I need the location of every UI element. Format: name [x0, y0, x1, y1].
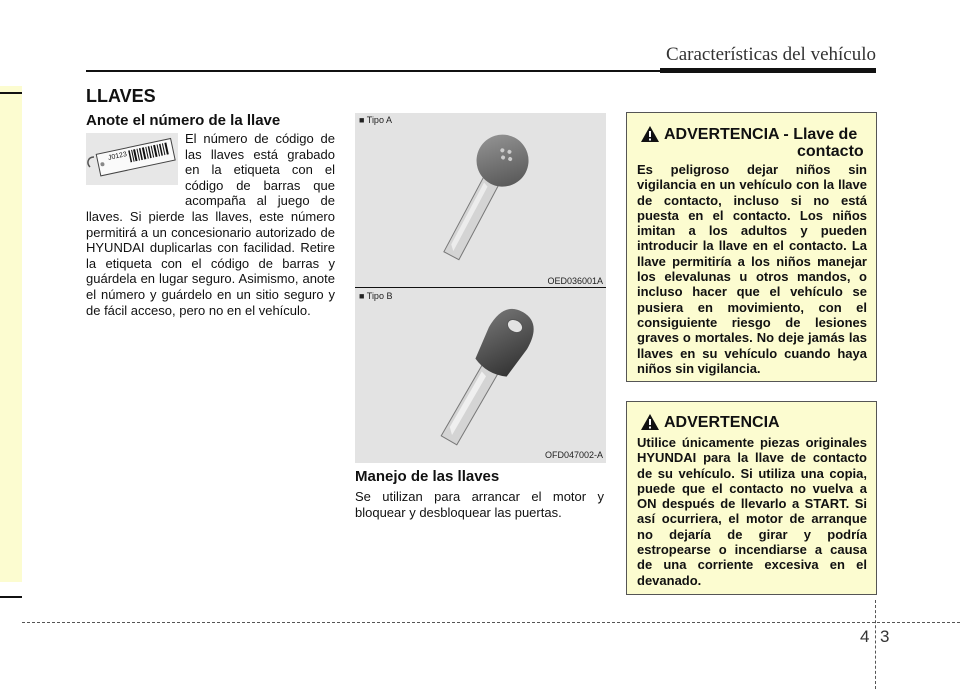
warning-1-title-line2: contacto: [797, 143, 864, 160]
page-number: 3: [880, 627, 890, 646]
key-number-paragraph: llaves. Si pierde las llaves, este número permitirá a un concesionario autorizado de HYUNDAI duplicarlas con facilidad. Retire la etiqueta con el código de barras y guárdela en lugar seguro. Asimismo, anote el número y guárdelo en un sitio seguro y de fácil acceso, pero no en el vehículo.: [86, 209, 335, 318]
key-handling-heading: Manejo de las llaves: [355, 468, 500, 485]
warning-triangle-icon: [640, 413, 660, 431]
warning-2-title: ADVERTENCIA: [664, 414, 780, 431]
warning-2-body: Utilice únicamente piezas originales HYUNDAI para la llave de contacto de su vehículo. Si utiliza una copia, puede que el contacto no vuelva a ON después de llevarlo a START. Si así ocurriera, el motor de arranque no dejaría de girar y podría estropearse o incendiarse a causa de una corriente excesiva en el devanado.: [637, 435, 867, 588]
side-band: [0, 86, 22, 582]
paragraph-line: en la etiqueta con el: [185, 162, 335, 178]
warning-1-title: ADVERTENCIA - Llave de: [664, 126, 858, 143]
header-title: Características del vehículo: [666, 44, 876, 65]
section-title: LLAVES: [86, 86, 156, 106]
footer-dashed-line: [22, 622, 960, 623]
key-tag-illustration: [86, 133, 178, 185]
paragraph-line: las llaves está grabado: [185, 146, 335, 162]
key-tag-image: [86, 133, 178, 185]
warning-box-ignition-key: [626, 112, 877, 382]
paragraph-line: El número de código de: [185, 131, 335, 146]
paragraph-line: código de barras que: [185, 177, 335, 193]
key-number-paragraph-narrow: [185, 131, 335, 209]
key-b-illustration: [355, 288, 606, 463]
header-rule-accent: [660, 68, 876, 73]
warning-1-body: Es peligroso dejar niños sin vigilancia en un vehículo con la llave de contacto, incluso si no está puesta en el contacto. Los niños imitan a los adultos y pueden introducir la llave en el contacto. La llave permitiría a los niños manejar los elevalunas u otros mandos, o incluso hacer que el vehículo se pusiera en movimiento, con el consiguiente riesgo de lesiones graves o mortales. No deje jamás las llaves en su vehículo cuando haya niños sin vigilancia.: [637, 162, 867, 376]
figure-a-code: OED036001A: [547, 276, 603, 286]
left-bottom-rule: [0, 596, 22, 598]
key-type-b-figure: [355, 288, 606, 463]
figure-b-code: OFD047002-A: [544, 450, 603, 460]
warning-box-original-parts: [626, 401, 877, 595]
key-tag-number: J0123: [107, 151, 128, 162]
figure-b-label: ■ Tipo B: [359, 291, 393, 301]
figure-a-label: ■ Tipo A: [359, 115, 392, 125]
key-handling-paragraph: Se utilizan para arrancar el motor y bloquear y desbloquear las puertas.: [355, 489, 604, 520]
chapter-number: 4: [860, 627, 870, 646]
left-top-rule: [0, 92, 22, 94]
key-type-a-figure: [355, 113, 606, 287]
key-a-illustration: [355, 113, 606, 287]
footer-dashed-divider: [875, 600, 876, 689]
key-number-heading: Anote el número de la llave: [86, 112, 281, 129]
paragraph-line: acompaña al juego de: [185, 193, 335, 209]
warning-triangle-icon: [640, 125, 660, 143]
